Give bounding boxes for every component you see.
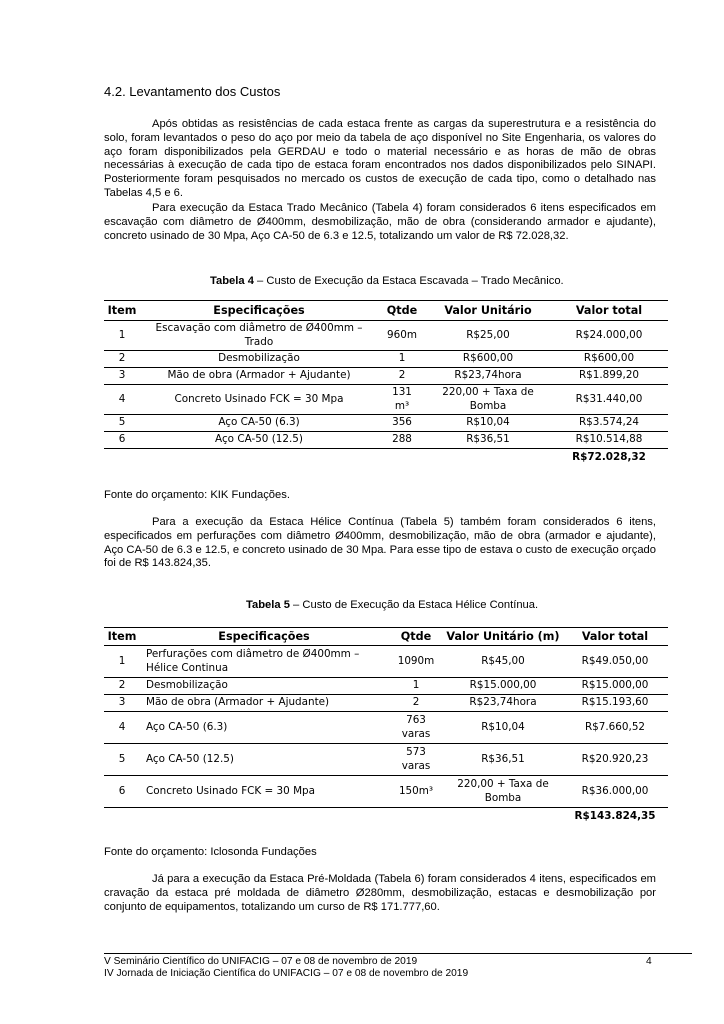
table4-source: Fonte do orçamento: KIK Fundações. — [104, 489, 290, 501]
row-total: R$3.574,24 — [550, 415, 668, 432]
footer-line-1: V Seminário Científico do UNIFACIG – 07 e 08 de novembro de 2019 — [104, 956, 418, 967]
row-qtde: 960m — [378, 321, 426, 351]
table4-caption — [210, 275, 564, 287]
table-row — [104, 368, 668, 385]
paragraph-2 — [104, 202, 656, 243]
table-row — [104, 321, 668, 351]
paragraph-4-text: Já para a execução da Estaca Pré-Moldada (Tabela 6) foram considerados 4 itens, especificados em cravação da estaca pré moldada de diâmetro Ø280mm, desmobilização, estacas e desmobilização por conjunto de equipamentos, totalizando um curso de R$ 171.777,60. — [104, 873, 656, 913]
row-total: R$49.050,00 — [562, 646, 668, 678]
row-total: R$31.440,00 — [550, 385, 668, 415]
row-total: R$600,00 — [550, 351, 668, 368]
table-row — [104, 695, 668, 712]
row-qtde: 1090m — [388, 646, 444, 678]
row-unit: R$600,00 — [426, 351, 550, 368]
row-item: 5 — [104, 415, 140, 432]
row-unit: R$25,00 — [426, 321, 550, 351]
footer-line-2: IV Jornada de Iniciação Científica do UNIFACIG – 07 e 08 de novembro de 2019 — [104, 968, 469, 979]
row-spec: Aço CA-50 (12.5) — [140, 432, 378, 449]
row-spec: Aço CA-50 (12.5) — [140, 744, 388, 776]
row-item: 3 — [104, 695, 140, 712]
row-spec: Mão de obra (Armador + Ajudante) — [140, 368, 378, 385]
table5 — [104, 627, 668, 826]
paragraph-3 — [104, 516, 656, 571]
table4-header-total: Valor total — [550, 301, 668, 321]
row-unit: R$10,04 — [444, 712, 562, 744]
table5-header-item: Item — [104, 628, 140, 646]
table5-caption-text: – Custo de Execução da Estaca Hélice Contínua. — [289, 599, 539, 611]
table-row — [104, 351, 668, 368]
table-row — [104, 678, 668, 695]
paragraph-2-text: Para execução da Estaca Trado Mecânico (Tabela 4) foram considerados 6 itens especificados em escavação com diâmetro de Ø400mm, desmobilização, mão de obra (considerando armador e ajudante), concreto usinado de 30 Mpa, Aço CA-50 de 6.3 e 12.5, totalizando um valor de R$ 72.028,32. — [104, 202, 656, 242]
table5-source: Fonte do orçamento: Iclosonda Fundações — [104, 846, 317, 858]
table4-header-item: Item — [104, 301, 140, 321]
row-unit: R$36,51 — [444, 744, 562, 776]
table5-caption-label: Tabela 5 — [246, 599, 290, 611]
row-item: 2 — [104, 351, 140, 368]
table5-header-spec: Especificações — [140, 628, 388, 646]
row-total: R$10.514,88 — [550, 432, 668, 449]
row-qtde: 1 — [388, 678, 444, 695]
table4-header-spec: Especificações — [140, 301, 378, 321]
table5-caption — [246, 599, 538, 611]
row-qtde: 1 — [378, 351, 426, 368]
row-spec: Mão de obra (Armador + Ajudante) — [140, 695, 388, 712]
table4 — [104, 300, 668, 466]
row-qtde: 131 m³ — [378, 385, 426, 415]
table5-header-row — [104, 628, 668, 646]
row-qtde: 150m³ — [388, 776, 444, 808]
row-unit: R$45,00 — [444, 646, 562, 678]
row-item: 6 — [104, 432, 140, 449]
row-total: R$7.660,52 — [562, 712, 668, 744]
row-total: R$15.193,60 — [562, 695, 668, 712]
table4-caption-label: Tabela 4 — [210, 275, 254, 287]
row-item: 1 — [104, 321, 140, 351]
table5-header-total: Valor total — [562, 628, 668, 646]
row-unit: R$15.000,00 — [444, 678, 562, 695]
row-unit: 220,00 + Taxa de Bomba — [444, 776, 562, 808]
table-row — [104, 415, 668, 432]
row-spec: Desmobilização — [140, 351, 378, 368]
table5-grand-total: R$143.824,35 — [574, 810, 656, 822]
table5-header-unit: Valor Unitário (m) — [444, 628, 562, 646]
paragraph-3-text: Para a execução da Estaca Hélice Contínua (Tabela 5) também foram considerados 6 itens, especificados em perfurações com diâmetro Ø400mm, desmobilização, mão de obra (armador e ajudante), Aço CA-50 de 6.3 e 12.5, e concreto usinado de 30 Mpa. Para esse tipo de estava o custo de execução orçado foi de R$ 143.824,35. — [104, 516, 656, 570]
row-spec: Perfurações com diâmetro de Ø400mm – Hélice Continua — [140, 646, 388, 678]
table4-grand-total: R$72.028,32 — [572, 450, 646, 463]
row-item: 1 — [104, 646, 140, 678]
paragraph-1 — [104, 118, 656, 201]
row-unit: R$36,51 — [426, 432, 550, 449]
row-unit: 220,00 + Taxa de Bomba — [426, 385, 550, 415]
row-item: 4 — [104, 712, 140, 744]
table-row — [104, 432, 668, 449]
row-spec: Desmobilização — [140, 678, 388, 695]
table4-header-row — [104, 301, 668, 321]
table-row — [104, 385, 668, 415]
footer-divider — [104, 953, 692, 954]
row-total: R$1.899,20 — [550, 368, 668, 385]
row-unit: R$10,04 — [426, 415, 550, 432]
row-spec: Aço CA-50 (6.3) — [140, 415, 378, 432]
row-item: 4 — [104, 385, 140, 415]
row-spec: Concreto Usinado FCK = 30 Mpa — [140, 776, 388, 808]
table4-header-qtde: Qtde — [378, 301, 426, 321]
paragraph-1-text: Após obtidas as resistências de cada estaca frente as cargas da superestrutura e a resistência do solo, foram levantados o peso do aço por meio da tabela de aço disponível no Site Engenharia, os valores do aço foram disponibilizados pela GERDAU e todo o material necessário e as horas de mão de obras necessárias à execução de cada tipo de estaca foram encontrados nos dados disponibilizados pelo SINAPI. Posteriormente foram pesquisados no mercado os custos de execução de cada tipo, como o detalhado nas Tabelas 4,5 e 6. — [104, 118, 656, 199]
table5-total-row — [104, 808, 668, 826]
table4-total-row — [104, 449, 668, 466]
table-row — [104, 744, 668, 776]
row-qtde: 2 — [388, 695, 444, 712]
table5-header-qtde: Qtde — [388, 628, 444, 646]
row-total: R$20.920,23 — [562, 744, 668, 776]
row-spec: Aço CA-50 (6.3) — [140, 712, 388, 744]
row-item: 2 — [104, 678, 140, 695]
paragraph-4 — [104, 873, 656, 914]
row-total: R$36.000,00 — [562, 776, 668, 808]
row-item: 3 — [104, 368, 140, 385]
row-qtde: 288 — [378, 432, 426, 449]
row-qtde: 763 varas — [388, 712, 444, 744]
row-unit: R$23,74hora — [426, 368, 550, 385]
row-item: 6 — [104, 776, 140, 808]
row-total: R$24.000,00 — [550, 321, 668, 351]
table-row — [104, 646, 668, 678]
row-item: 5 — [104, 744, 140, 776]
table4-header-unit: Valor Unitário — [426, 301, 550, 321]
row-spec: Escavação com diâmetro de Ø400mm – Trado — [140, 321, 378, 351]
table-row — [104, 712, 668, 744]
table4-caption-text: – Custo de Execução da Estaca Escavada – Trado Mecânico. — [253, 275, 564, 287]
table-row — [104, 776, 668, 808]
row-qtde: 356 — [378, 415, 426, 432]
row-qtde: 2 — [378, 368, 426, 385]
row-total: R$15.000,00 — [562, 678, 668, 695]
section-title: 4.2. Levantamento dos Custos — [104, 84, 281, 99]
row-qtde: 573 varas — [388, 744, 444, 776]
row-unit: R$23,74hora — [444, 695, 562, 712]
row-spec: Concreto Usinado FCK = 30 Mpa — [140, 385, 378, 415]
page-number: 4 — [646, 956, 652, 967]
